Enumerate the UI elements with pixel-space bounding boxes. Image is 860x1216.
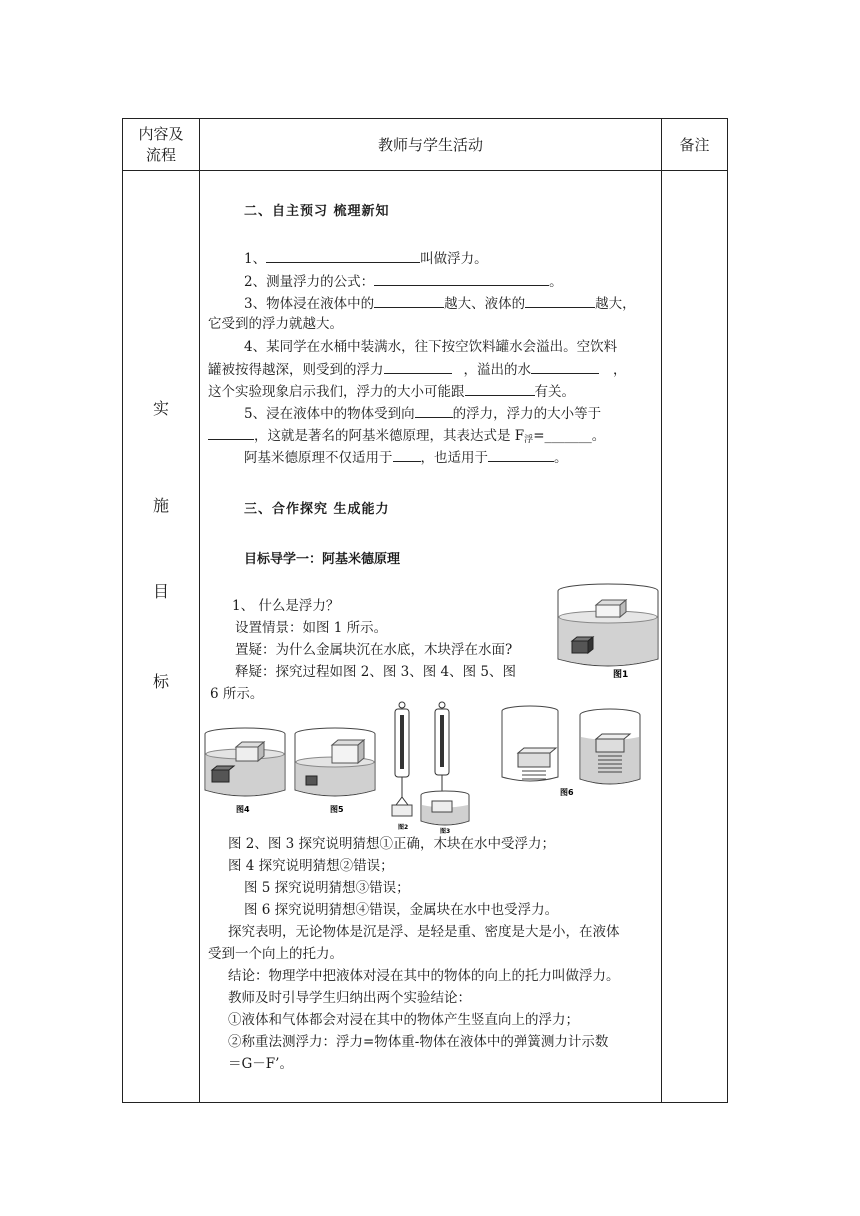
result-3: 图 5 探究说明猜想③错误； [244, 880, 410, 896]
fig3-block [432, 801, 452, 812]
q6-a: 阿基米德原理不仅适用于 [244, 450, 393, 466]
s3-line1: 1、 什么是浮力？ [232, 598, 340, 614]
q6-c: 。 [554, 450, 568, 466]
side-char-2: 施 [152, 496, 169, 515]
q6-b: ，也适用于 [420, 450, 488, 466]
q4-blank3 [465, 382, 535, 396]
fig5-metal-block [306, 776, 317, 785]
q2-prefix: 2、测量浮力的公式： [244, 274, 375, 290]
figure-2 [388, 701, 418, 831]
q1-suffix: 叫做浮力。 [420, 251, 488, 267]
figure-4-label: 图4 [236, 805, 250, 814]
q3-c: 越大， [595, 296, 636, 312]
result-point-2: ②称重法测浮力：浮力=物体重-物体在液体中的弹簧测力计示数 [228, 1034, 609, 1050]
s3-line2: 设置情景：如图 1 所示。 [235, 620, 388, 636]
side-label-cell [123, 171, 200, 1103]
result-5: 探究表明，无论物体是沉是浮、是轻是重、密度是大是小，在液体 [228, 924, 620, 940]
q3-blank2 [525, 294, 595, 308]
header-row [123, 119, 728, 171]
side-char-4: 标 [152, 672, 169, 691]
header-notes: 备注 [662, 119, 728, 171]
figure-6 [498, 701, 648, 797]
q2-suffix: 。 [549, 274, 563, 290]
activity-content [200, 171, 661, 1102]
q1-line [244, 249, 488, 268]
figure-1-label: 图1 [613, 670, 629, 680]
q2-blank [374, 272, 549, 286]
q4-b: 罐被按得越深，则受到的浮力 [208, 362, 384, 378]
q1-blank [266, 249, 420, 263]
fig6-right-block [596, 739, 624, 752]
q2-line [244, 272, 563, 291]
metal-block [572, 641, 588, 653]
q3-blank1 [374, 294, 444, 308]
s3-line5: 6 所示。 [210, 686, 264, 702]
result-4: 图 6 探究说明猜想④错误，金属块在水中也受浮力。 [244, 902, 559, 918]
figure-1 [552, 581, 662, 681]
figure-4 [202, 724, 288, 816]
result-6: 受到一个向上的托力。 [208, 946, 343, 962]
q6-blank2 [488, 448, 554, 462]
q5-d: =_______。 [533, 428, 606, 444]
figure-5 [292, 724, 378, 816]
lesson-table [122, 118, 728, 1103]
side-char-1: 实 [152, 399, 169, 418]
fig6-left-block [518, 753, 550, 767]
q3-b: 越大、液体的 [444, 296, 526, 312]
q6-line [244, 448, 568, 467]
side-char-3: 目 [152, 582, 169, 601]
notes-cell [662, 171, 728, 1103]
teacher-guide: 教师及时引导学生归纳出两个实验结论： [228, 990, 471, 1006]
s3-line3: 置疑：为什么金属块沉在水底，木块浮在水面? [235, 642, 513, 658]
s3-line4: 释疑：探究过程如图 2、图 3、图 4、图 5、图 [235, 664, 517, 680]
fig2-block [392, 805, 412, 816]
q5-b: 的浮力，浮力的大小等于 [452, 406, 602, 422]
q5-a: 5、浸在液体中的物体受到向 [244, 406, 415, 422]
body-row [123, 171, 728, 1103]
q5-line1 [244, 404, 601, 423]
header-content-flow [123, 119, 200, 171]
q4-d: ， [613, 362, 627, 378]
q3-line [244, 294, 636, 313]
q4-line1: 4、某同学在水桶中装满水，往下按空饮料罐水会溢出。空饮料 [244, 339, 618, 355]
q4-e: 这个实验现象启示我们，浮力的大小可能跟 [208, 384, 465, 400]
activity-cell [200, 171, 662, 1103]
header-col1-text: 内容及流程 [138, 124, 184, 164]
q4-line2 [208, 360, 627, 379]
q4-c: ，溢出的水 [463, 362, 531, 378]
section3-title: 三、合作探究 生成能力 [244, 502, 390, 517]
q1-prefix: 1、 [244, 251, 267, 267]
q5-blank1 [415, 404, 453, 418]
q4-line3 [208, 382, 575, 401]
result-1: 图 2、图 3 探究说明猜想①正确，木块在水中受浮力； [228, 836, 556, 852]
q4-blank1 [384, 360, 452, 374]
q6-blank1 [393, 448, 421, 462]
fig4-metal-block [212, 770, 229, 782]
q3-a: 3、物体浸在液体中的 [244, 296, 375, 312]
section2-title: 二、自主预习 梳理新知 [244, 204, 390, 219]
result-2: 图 4 探究说明猜想②错误； [228, 858, 394, 874]
figure-3 [418, 701, 476, 835]
q4-blank2 [531, 360, 599, 374]
q3-line2: 它受到的浮力就越大。 [208, 316, 343, 332]
result-point-1: ①液体和气体都会对浸在其中的物体产生竖直向上的浮力； [228, 1012, 579, 1028]
fig5-wood-block [332, 745, 358, 763]
figure-6-label: 图6 [560, 788, 574, 797]
header-activities: 教师与学生活动 [200, 119, 662, 171]
q5-line2 [208, 426, 605, 449]
fig4-wood-block [236, 747, 258, 761]
figure-5-label: 图5 [330, 805, 344, 814]
q5-blank2 [208, 426, 254, 440]
q5-c: ，这就是著名的阿基米德原理，其表达式是 F [254, 428, 525, 444]
q5-sub: 浮 [524, 435, 534, 445]
wood-block [596, 605, 620, 617]
q4-f: 有关。 [534, 384, 575, 400]
figure-3-label: 图3 [440, 828, 451, 835]
conclusion: 结论：物理学中把液体对浸在其中的物体的向上的托力叫做浮力。 [228, 968, 620, 984]
goal-heading: 目标导学一：阿基米德原理 [244, 552, 401, 567]
formula-line: ＝G－F’。 [228, 1056, 293, 1072]
figure-2-label: 图2 [398, 824, 409, 831]
